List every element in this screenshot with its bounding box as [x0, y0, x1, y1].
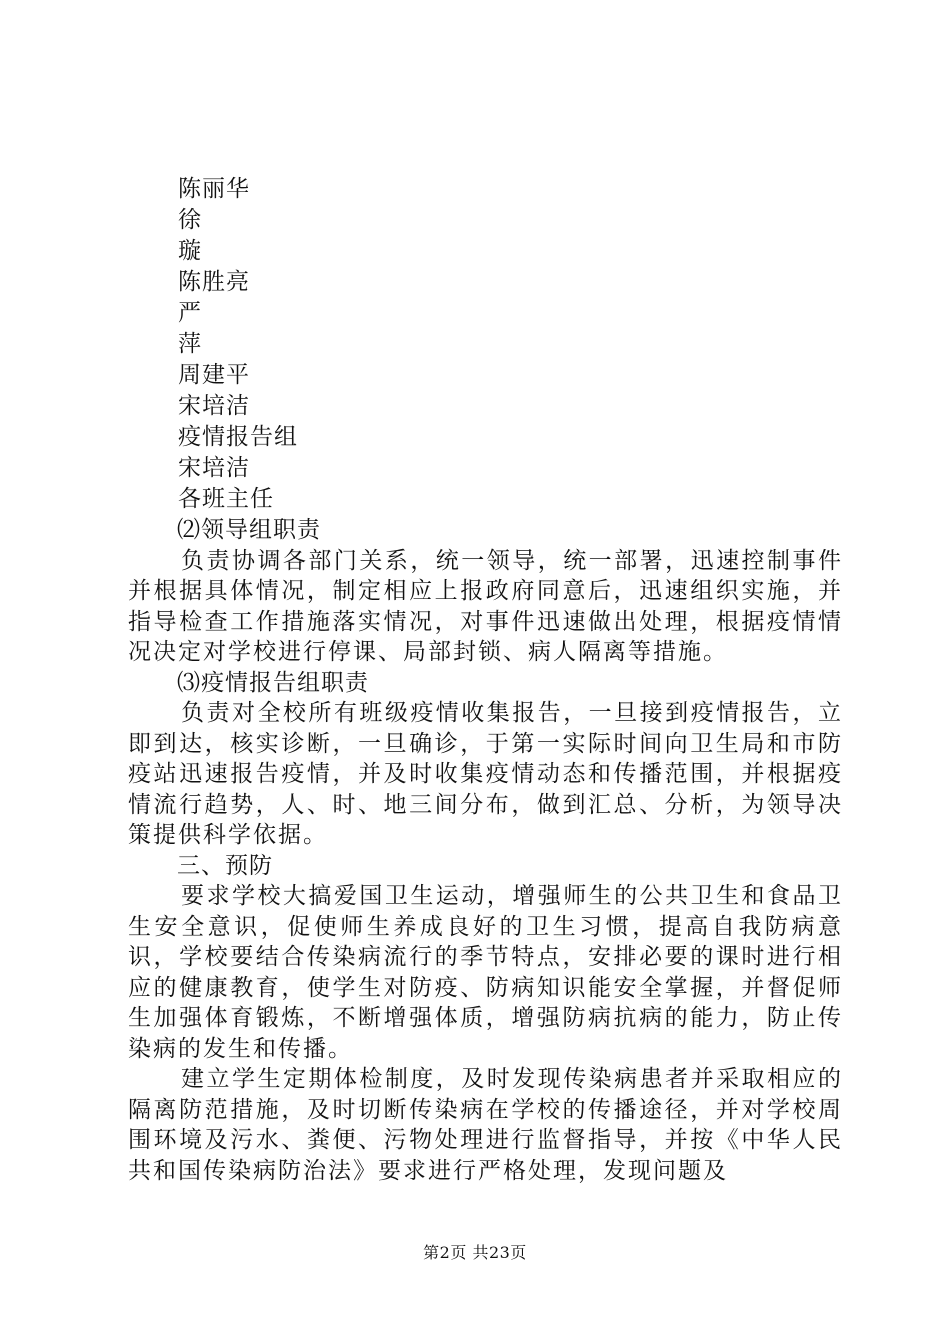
list-item: 各班主任: [178, 486, 274, 512]
prevent-heading: 三、预防: [177, 852, 273, 879]
report-paragraph: 负责对全校所有班级疫情收集报告，一旦接到疫情报告，立即到达，核实诊断，一旦确诊，于第一实际时间向卫生局和市防疫站迅速报告疫情，并及时收集疫情动态和传播范围，并根据疫情流行趋势，人、时、地三间分布，做到汇总、分析，为领导决策提供科学依据。: [128, 700, 843, 848]
prevent-paragraph-2: 建立学生定期体检制度，及时发现传染病患者并采取相应的隔离防范措施，及时切断传染病在学校的传播途径，并对学校周围环境及污水、粪便、污物处理进行监督指导，并按《中华人民共和国传染病防治法》要求进行严格处理，发现问题及: [128, 1066, 843, 1184]
list-item: 徐: [178, 207, 202, 233]
list-item: 严: [178, 300, 202, 326]
list-item: 宋培洁: [178, 455, 250, 481]
leader-heading: ⑵领导组职责: [177, 517, 321, 543]
list-item: 周建平: [178, 362, 250, 388]
leader-paragraph: 负责协调各部门关系，统一领导，统一部署，迅速控制事件并根据具体情况，制定相应上报政府同意后，迅速组织实施，并指导检查工作措施落实情况，对事件迅速做出处理，根据疫情情况决定对学校进行停课、局部封锁、病人隔离等措施。: [128, 547, 843, 665]
list-item: 宋培洁: [178, 393, 250, 419]
list-item: 疫情报告组: [178, 424, 298, 450]
list-item: 陈胜亮: [178, 269, 250, 295]
prevent-paragraph-1: 要求学校大搞爱国卫生运动，增强师生的公共卫生和食品卫生安全意识，促使师生养成良好的卫生习惯，提高自我防病意识，学校要结合传染病流行的季节特点，安排必要的课时进行相应的健康教育，使学生对防疫、防病知识能安全掌握，并督促师生加强体育锻炼，不断增强体质，增强防病抗病的能力，防止传染病的发生和传播。: [128, 883, 843, 1062]
report-heading: ⑶疫情报告组职责: [177, 669, 369, 696]
document-body: [128, 515, 843, 1186]
list-item: 萍: [178, 331, 202, 357]
page-footer: 第2页 共23页: [423, 1243, 527, 1262]
list-item: 陈丽华: [178, 176, 250, 202]
list-item: 璇: [178, 238, 202, 264]
name-list: [178, 174, 298, 515]
